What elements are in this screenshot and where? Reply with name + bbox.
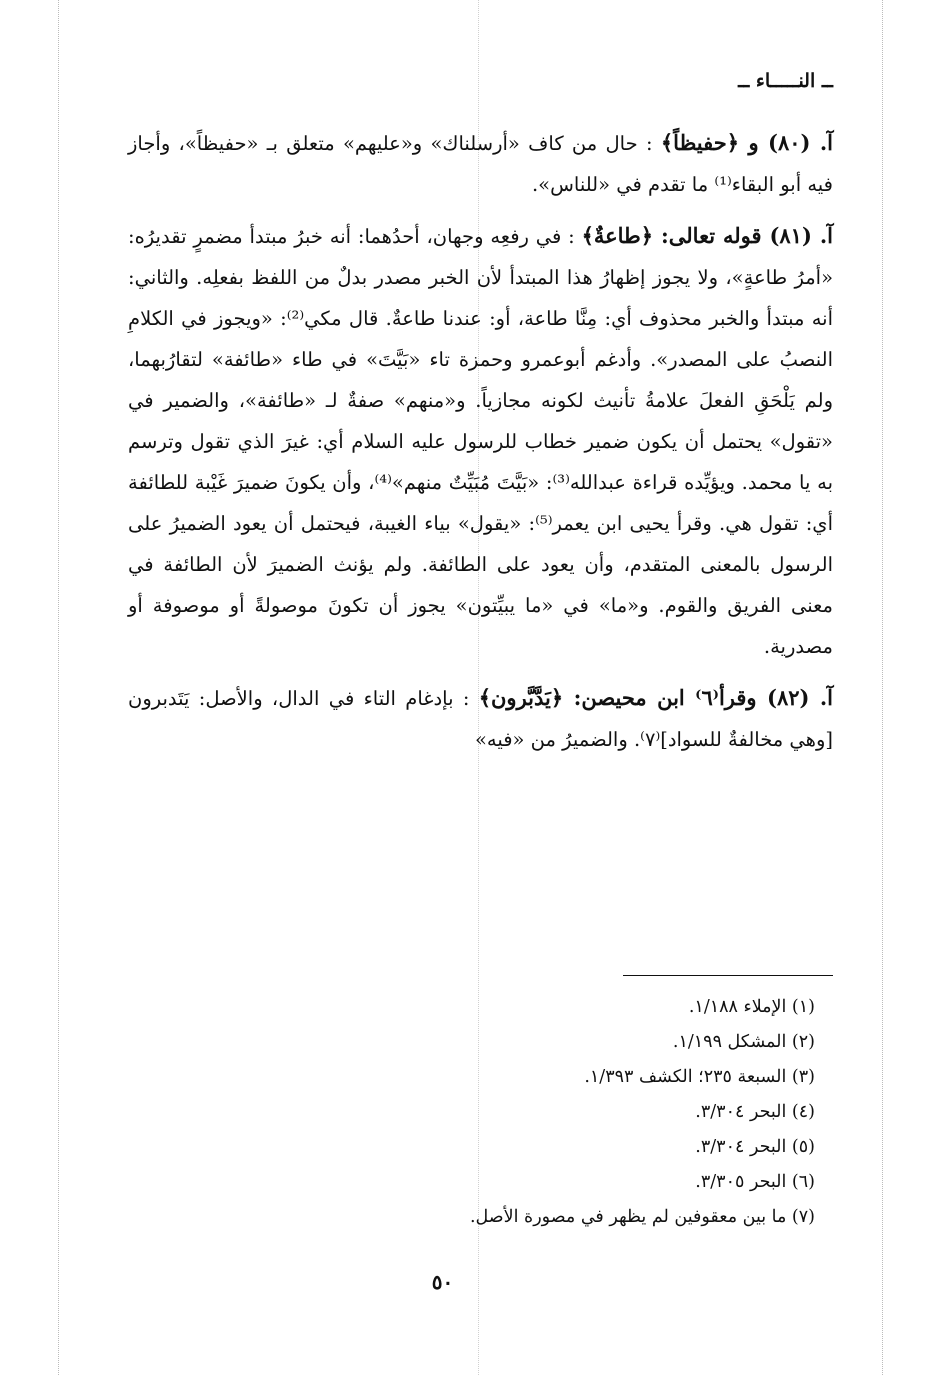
- paragraph-body: : بإدغام التاء في الدال، والأصل: يَتَدبرون [وهي مخالفةٌ للسواد]⁽٧⁾. والضميرُ من «فيه»: [128, 687, 833, 751]
- paragraph-body: : حال من كاف «أرسلناك» و«عليهم» متعلق بـ «حفيظاً»، وأجاز فيه أبو البقاء⁽¹⁾ ما تقدم في «للناس».: [128, 132, 833, 196]
- scan-guide-line: [882, 0, 883, 1375]
- verse-lead: آ. (٨١) قوله تعالى: ﴿طاعةٌ﴾: [581, 223, 833, 248]
- footnote: (٢) المشكل ١/١٩٩.: [672, 1032, 815, 1052]
- page-number: ٥٠: [431, 1270, 454, 1294]
- footnote: (٣) السبعة ٢٣٥؛ الكشف ١/٣٩٣.: [584, 1067, 815, 1087]
- verse-lead: آ. (٨٠) و ﴿حفيظاً﴾: [660, 130, 834, 155]
- footnote: (٥) البحر ٣/٣٠٤.: [695, 1137, 815, 1157]
- footnote: (٦) البحر ٣/٣٠٥.: [695, 1172, 815, 1192]
- paragraph-verse-81: [128, 215, 833, 667]
- footnote: (٧) ما بين معقوفين لم يظهر في مصورة الأصل.: [469, 1207, 815, 1227]
- footnote: (٤) البحر ٣/٣٠٤.: [695, 1102, 815, 1122]
- verse-lead: آ. (٨٢) وقرأ⁽٦⁾ ابن محيصن: ﴿يَدَّبَّرون﴾: [478, 685, 833, 710]
- paragraph-verse-82: [128, 677, 833, 760]
- footnote: (١) الإملاء ١/١٨٨.: [688, 997, 815, 1017]
- footnotes: [125, 990, 815, 1235]
- paragraph-body: : في رفعِه وجهان، أحدُهما: أنه خبرُ مبتدأ مضمرٍ تقديرُه: «أمرُ طاعةٍ»، ولا يجوز إظهارُ هذا المبتدأ لأن الخبر مصدر بدلٌ من اللفظ بفعلِه. والثاني: أنه مبتدأ والخبر محذوف أي: مِنَّا طاعة، أو: عندنا طاعةٌ. قال مكي⁽²⁾: «ويجوز في الكلامِ النصبُ على المصدر». وأدغم أبوعمرو وحمزة تاء «بَيَّتَ» في طاء «طائفة» لتقارُبهما، ولم يَلْحَقِ الفعلَ علامةُ تأنيث لكونه مجازياً. و«منهم» صفةٌ لـ «طائفة»، والضمير في «تقول» يحتمل أن يكون ضمير خطاب للرسول عليه السلام أي: غيرَ الذي تقول وترسم به يا محمد. ويؤيِّده قراءة عبدالله⁽³⁾: «بَيَّتَ مُبَيِّتٌ منهم»⁽⁴⁾، وأن يكونَ ضميرَ غَيْبة للطائفة أي: تقول هي. وقرأ يحيى ابن يعمر⁽⁵⁾: «يقول» بياء الغيبة، فيحتمل أن يعود الضميرُ على الرسول بالمعنى المتقدم، وأن يعود على الطائفة. ولم يؤنث الضميرَ لأن الطائفة في معنى الفريق والقوم. و«ما» في «ما يبيِّتون» يجوز أن تكونَ موصولةً أو موصوفة أو مصدرية.: [128, 225, 833, 658]
- footnote-separator: [623, 975, 833, 976]
- scan-guide-line: [58, 0, 59, 1375]
- paragraph-verse-80: [128, 122, 833, 205]
- running-head: ــ النـــــاء ــ: [738, 70, 833, 92]
- main-text: [128, 122, 833, 770]
